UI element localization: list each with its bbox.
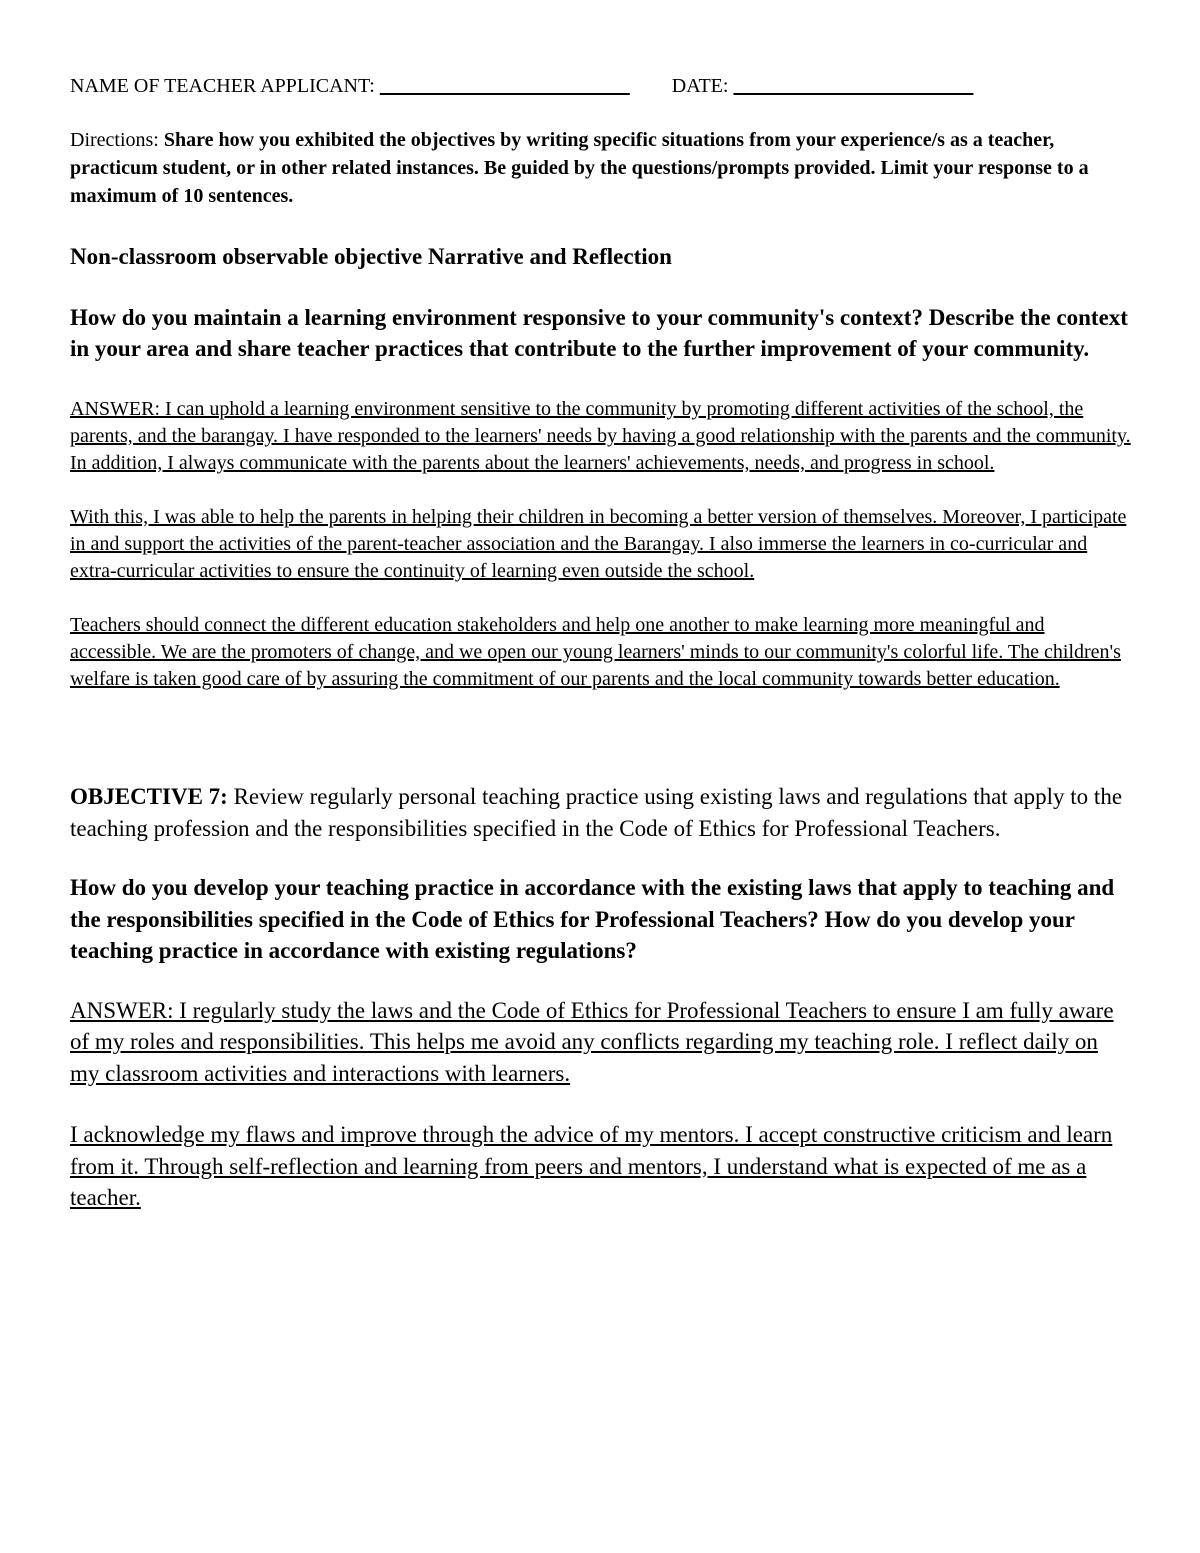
- answer-1-paragraph-1: ANSWER: I can uphold a learning environment sensitive to the community by promoting different activities of the school, the parents, and the barangay. I have responded to the learners' needs by having a good relationship with the parents and the community. In addition, I always communicate with the parents about the learners' achievements, needs, and progress in school.: [70, 398, 1131, 474]
- question-1: How do you maintain a learning environment responsive to your community's context? Describe the context in your area and share teacher practices that contribute to the further improvement of your community.: [70, 305, 1128, 361]
- date-label: DATE:: [671, 75, 729, 97]
- name-blank-line[interactable]: [380, 75, 630, 97]
- directions: [70, 126, 1132, 210]
- document-page: [70, 72, 1132, 1214]
- objective-7-text: Review regularly personal teaching practice using existing laws and regulations that apply to the teaching profession and the responsibilities specified in the Code of Ethics for Professional Teachers.: [70, 784, 1123, 841]
- answer-2-paragraph-2: I acknowledge my flaws and improve through the advice of my mentors. I accept constructive criticism and learn from it. Through self-reflection and learning from peers and mentors, I understand what is expected of me as a teacher.: [70, 1122, 1113, 1210]
- date-blank-line[interactable]: [733, 75, 973, 97]
- answer-1-paragraph-3: Teachers should connect the different education stakeholders and help one another to make learning more meaningful and accessible. We are the promoters of change, and we open our young learners' minds to our community's colorful life. The children's welfare is taken good care of by assuring the commitment of our parents and the local community towards better education.: [70, 614, 1121, 690]
- directions-text: Share how you exhibited the objectives by writing specific situations from your experience/s as a teacher, practicum student, or in other related instances. Be guided by the questions/prompts provided. Limit your response to a maximum of 10 sentences.: [70, 129, 1089, 207]
- objective-7-label: OBJECTIVE 7:: [70, 784, 234, 809]
- applicant-header: [70, 72, 1132, 100]
- answer-2-paragraph-1: ANSWER: I regularly study the laws and the Code of Ethics for Professional Teachers to ensure I am fully aware of my roles and responsibilities. This helps me avoid any conflicts regarding my teaching role. I reflect daily on my classroom activities and interactions with learners.: [70, 997, 1114, 1086]
- name-label: NAME OF TEACHER APPLICANT:: [70, 75, 375, 97]
- question-2: How do you develop your teaching practice in accordance with the existing laws that apply to teaching and the responsibilities specified in the Code of Ethics for Professional Teachers? How do you develop your teaching practice in accordance with existing regulations?: [70, 875, 1115, 963]
- section-title: Non-classroom observable objective Narrative and Reflection: [70, 244, 672, 269]
- objective-7: [70, 781, 1132, 844]
- directions-label: Directions:: [70, 129, 164, 151]
- answer-1-paragraph-2: With this, I was able to help the parents in helping their children in becoming a better version of themselves. Moreover, I participate in and support the activities of the parent-teacher association and the Barangay. I also immerse the learners in co-curricular and extra-curricular activities to ensure the continuity of learning even outside the school.: [70, 506, 1127, 582]
